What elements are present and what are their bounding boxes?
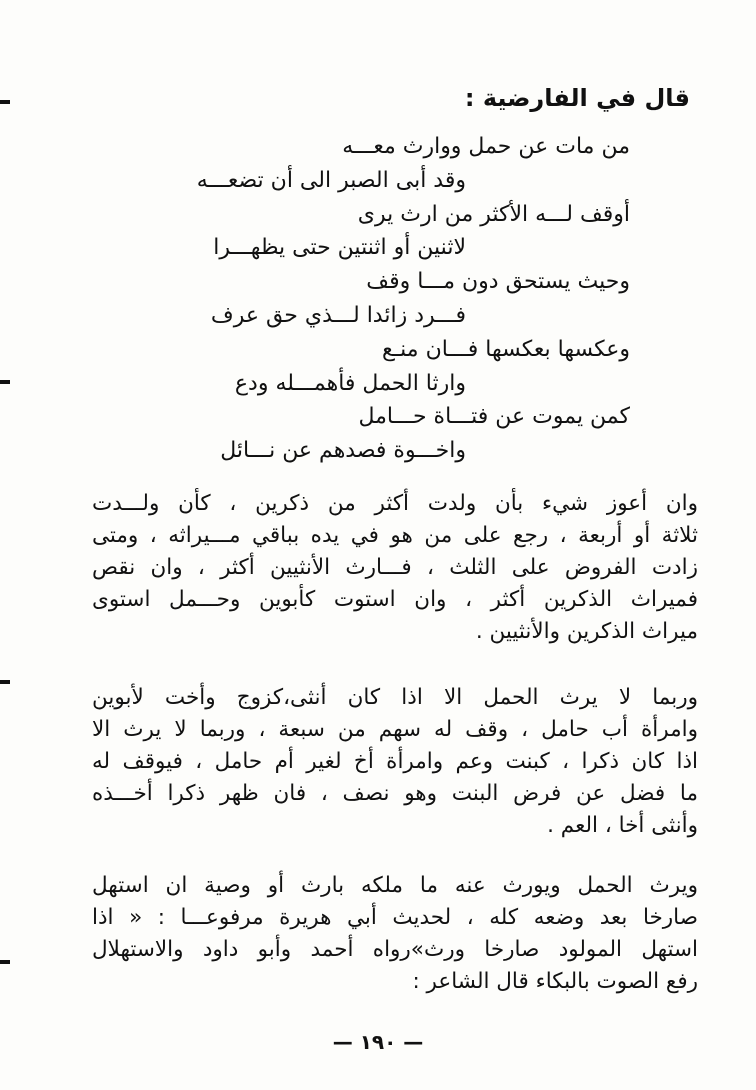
margin-mark xyxy=(0,380,10,384)
paragraph-3 xyxy=(92,870,698,998)
paragraph-line: رفع الصوت بالبكاء قال الشاعر : xyxy=(412,969,698,994)
verse-line: وقد أبى الصبر الى أن تضعـــه xyxy=(196,167,466,193)
verse-line: أوقف لـــه الأكثر من ارث يرى xyxy=(357,201,630,227)
margin-mark xyxy=(0,100,10,104)
paragraph-line: استهل المولود صارخا ورث»رواه أحمد وأبو داود والاستهلال xyxy=(92,937,698,962)
paragraph-line: صارخا بعد وضعه كله ، لحديث أبي هريرة مرفوعـــا : « اذا xyxy=(92,905,698,930)
paragraph-line: ثلاثة أو أربعة ، رجع على من هو في يده بباقي مـــيراثه ، ومتى xyxy=(92,523,698,548)
verse-line: وارثا الحمل فأهمـــله ودع xyxy=(234,370,466,396)
margin-mark xyxy=(0,960,10,964)
paragraph-1 xyxy=(92,488,698,648)
verse-line: واخـــوة فصدهم عن نـــائل xyxy=(220,438,466,464)
paragraph-line: فميراث الذكرين أكثر ، وان استوت كأبوين وحـــمل استوى xyxy=(92,587,698,612)
paragraph-line: اذا كان ذكرا ، كبنت وعم وامرأة أخ لغير أم حامل ، فيوقف له xyxy=(92,749,698,774)
paragraph-line: زادت الفروض على الثلث ، فـــارث الأنثيين أكثر ، وان نقص xyxy=(92,555,698,580)
paragraph-line: وامرأة أب حامل ، وقف له سهم من سبعة ، وربما لا يرث الا xyxy=(92,717,698,742)
paragraph-line: ميراث الذكرين والأنثيين . xyxy=(475,619,698,644)
verse-line: فـــرد زائدا لـــذي حق عرف xyxy=(210,303,466,328)
verse-line: من مات عن حمل ووارث معـــه xyxy=(342,134,630,159)
page-number: — ١٩٠ — xyxy=(332,1030,424,1054)
paragraph-line: وأنثى أخا ، العم . xyxy=(547,813,698,838)
paragraph-line: ويرث الحمل ويورث عنه ما ملكه بارث أو وصية ان استهل xyxy=(92,873,698,898)
verse-line: وعكسها بعكسها فـــان منـع xyxy=(382,336,630,362)
verse-line: لاثنين أو اثنتين حتى يظهـــرا xyxy=(213,235,466,261)
paragraph-2 xyxy=(92,682,698,842)
verse-line: كمن يموت عن فتـــاة حـــامل xyxy=(358,404,630,430)
paragraph-line: وان أعوز شيء بأن ولدت أكثر من ذكرين ، كأن ولـــدت xyxy=(92,491,698,516)
section-heading: قال في الفارضية : xyxy=(464,84,690,112)
paragraph-line: ما فضل عن فرض البنت وهو نصف ، فان ظهر ذكرا أخـــذه xyxy=(92,781,698,806)
margin-mark xyxy=(0,680,10,684)
verse-line: وحيث يستحق دون مـــا وقف xyxy=(366,269,630,295)
paragraph-line: وربما لا يرث الحمل الا اذا كان أنثى،كزوج وأخت لأبوين xyxy=(92,685,698,710)
